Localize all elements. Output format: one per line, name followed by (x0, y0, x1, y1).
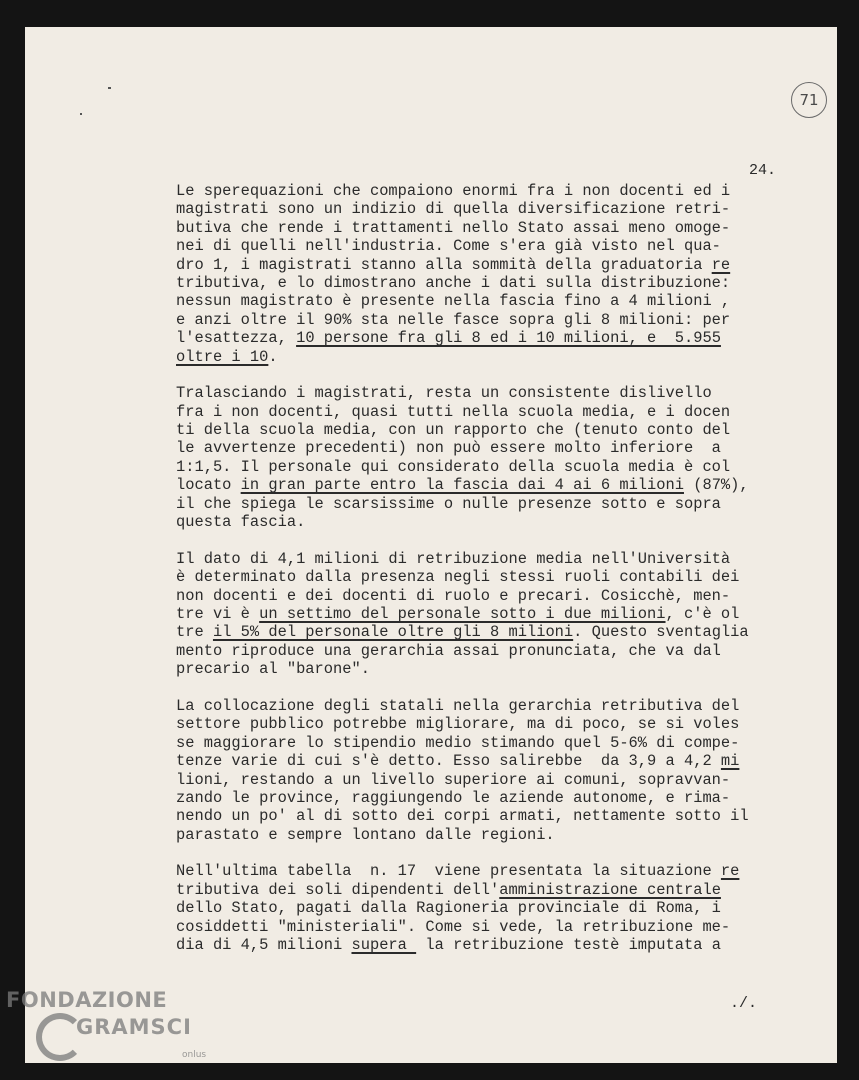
text-segment: La collocazione degli statali nella gerarchia retributiva del (176, 696, 740, 715)
text-segment: nessun magistrato è presente nella fascia fino a 4 milioni , (176, 292, 731, 311)
text-segment: settore pubblico potrebbe migliorare, ma di poco, se si voles (176, 715, 740, 734)
text-line (176, 550, 796, 568)
text-segment: precario al "barone". (176, 660, 370, 679)
text-segment: fra i non docenti, quasi tutti nella scuola media, e i docen (176, 402, 731, 421)
text-segment: , c'è ol (665, 604, 740, 623)
text-line (176, 587, 796, 605)
paragraph (176, 697, 796, 844)
text-segment: mento riproduce una gerarchia assai pronunciata, che va dal (176, 641, 721, 660)
paragraph (176, 384, 796, 531)
underlined-text: in gran parte entro la fascia dai 4 ai 6 milioni (240, 476, 684, 495)
text-line (176, 421, 796, 439)
text-segment: (87%), (683, 476, 749, 495)
text-segment: tre vi è (176, 604, 260, 623)
text-line (176, 348, 796, 366)
text-line (176, 862, 796, 880)
document-body (176, 182, 796, 973)
text-line (176, 237, 796, 255)
underlined-text: re (711, 255, 731, 274)
text-line (176, 495, 796, 513)
text-segment: il che spiega le scarsissime o nulle presenze sotto e sopra (176, 494, 721, 513)
text-segment: Tralasciando i magistrati, resta un consistente dislivello (176, 384, 712, 403)
text-line (176, 182, 796, 200)
text-line (176, 936, 796, 954)
text-line (176, 219, 796, 237)
text-segment: l'esattezza, (176, 329, 297, 348)
text-segment: parastato e sempre lontano dalle regioni. (176, 825, 555, 844)
text-line (176, 697, 796, 715)
archive-number: 71 (799, 91, 819, 109)
text-segment: dello Stato, pagati dalla Ragioneria provinciale di Roma, i (176, 899, 721, 918)
text-line (176, 256, 796, 274)
text-segment: tenze varie di cui s'è detto. Esso salirebbe da 3,9 a 4,2 (176, 752, 721, 771)
text-segment: dro 1, i magistrati stanno alla sommità della graduatoria (176, 255, 712, 274)
text-segment: dia di 4,5 milioni (176, 936, 352, 955)
text-segment: . Questo sventaglia (573, 623, 749, 642)
text-line (176, 476, 796, 494)
text-segment: tributiva dei soli dipendenti dell' (176, 880, 500, 899)
text-segment: ti della scuola media, con un rapporto che (tenuto conto del (176, 421, 731, 440)
underlined-text: supera (351, 936, 417, 955)
text-line (176, 384, 796, 402)
text-segment: butiva che rende i trattamenti nello Stato assai meno omoge- (176, 218, 731, 237)
underlined-text: amministrazione centrale (499, 880, 721, 899)
text-line (176, 292, 796, 310)
text-segment: se maggiorare lo stipendio medio stimando quel 5-6% di compe- (176, 733, 740, 752)
text-line (176, 807, 796, 825)
text-line (176, 274, 796, 292)
text-segment: è determinato dalla presenza negli stessi ruoli contabili dei (176, 568, 740, 587)
text-line (176, 642, 796, 660)
archive-number-stamp (791, 82, 827, 118)
text-line (176, 513, 796, 531)
text-line (176, 623, 796, 641)
archive-watermark (6, 988, 216, 1068)
underlined-text: 10 persone fra gli 8 ed i 10 milioni, e 5.955 (296, 329, 721, 348)
text-segment: le avvertenze precedenti) non può essere molto inferiore a (176, 439, 721, 458)
text-line (176, 918, 796, 936)
text-line (176, 752, 796, 770)
text-segment: . (268, 347, 278, 366)
underlined-text: il 5% del personale oltre gli 8 milioni (212, 623, 574, 642)
text-segment: Il dato di 4,1 milioni di retribuzione media nell'Università (176, 549, 731, 568)
text-segment: non docenti e dei docenti di ruolo e precari. Cosicchè, men- (176, 586, 731, 605)
page-number: 24. (749, 162, 777, 179)
watermark-line3: onlus (182, 1050, 207, 1060)
text-segment: 1:1,5. Il personale qui considerato della scuola media è col (176, 457, 731, 476)
ink-speck (108, 87, 111, 89)
text-line (176, 329, 796, 347)
text-segment: magistrati sono un indizio di quella diversificazione retri- (176, 200, 731, 219)
text-line (176, 881, 796, 899)
text-segment: questa fascia. (176, 513, 306, 532)
text-line (176, 568, 796, 586)
text-line (176, 789, 796, 807)
text-segment: lioni, restando a un livello superiore ai comuni, sopravvan- (176, 770, 731, 789)
text-line (176, 458, 796, 476)
text-line (176, 311, 796, 329)
text-line (176, 200, 796, 218)
text-segment: Le sperequazioni che compaiono enormi fra i non docenti ed i (176, 182, 731, 200)
text-line (176, 826, 796, 844)
underlined-text: mi (720, 752, 740, 771)
text-segment: nei di quelli nell'industria. Come s'era già visto nel qua- (176, 237, 721, 256)
text-segment: nendo un po' al di sotto dei corpi armati, nettamente sotto il (176, 807, 749, 826)
ink-speck (80, 113, 82, 115)
underlined-text: oltre i 10 (176, 347, 269, 366)
text-segment: cosiddetti "ministeriali". Come si vede, la retribuzione me- (176, 917, 731, 936)
text-segment: zando le province, raggiungendo le aziende autonome, e rima- (176, 788, 731, 807)
text-line (176, 605, 796, 623)
text-line (176, 771, 796, 789)
continuation-mark: ./. (730, 995, 758, 1012)
paragraph (176, 862, 796, 954)
text-line (176, 899, 796, 917)
watermark-line2: GRAMSCI (76, 1015, 192, 1039)
text-line (176, 660, 796, 678)
text-line (176, 734, 796, 752)
text-segment: tre (176, 623, 213, 642)
text-segment: la retribuzione testè imputata a (416, 936, 721, 955)
paragraph (176, 550, 796, 679)
underlined-text: re (720, 862, 740, 881)
text-line (176, 403, 796, 421)
watermark-line1: FONDAZIONE (6, 988, 168, 1012)
text-segment: e anzi oltre il 90% sta nelle fasce sopra gli 8 milioni: per (176, 310, 731, 329)
text-segment: tributiva, e lo dimostrano anche i dati sulla distribuzione: (176, 273, 731, 292)
text-line (176, 715, 796, 733)
text-line (176, 439, 796, 457)
underlined-text: un settimo del personale sotto i due milioni (259, 604, 666, 623)
text-segment: locato (176, 476, 241, 495)
text-segment: Nell'ultima tabella n. 17 viene presentata la situazione (176, 862, 721, 881)
paragraph (176, 182, 796, 366)
